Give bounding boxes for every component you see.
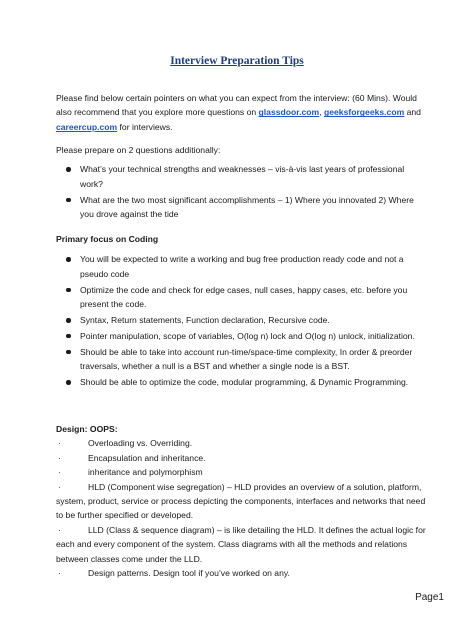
design-item-text: Encapsulation and inheritance. [88,452,206,463]
list-item: What’s your technical strengths and weaknesses – vis-à-vis last years of professional work? [56,162,428,191]
design-item-text: HLD (Component wise segregation) – HLD provides an overview of a solution, platform, system, product, service or process depicting the components, interfaces and networks that need to be further specified or developed. [56,481,426,521]
dot-marker: · [58,452,61,463]
dot-marker: · [58,568,61,579]
coding-list [56,252,428,389]
dot-marker: · [58,467,61,478]
dot-marker: · [58,481,61,492]
intro-end: for interviews. [117,121,173,132]
list-item [56,523,428,566]
prepare-text: Please prepare on 2 questions additionally: [56,145,221,155]
prepare-list [56,162,428,221]
coding-section [56,232,428,391]
intro-text: Please find below certain pointers on what you can expect from the interview: (60 Mins). Would also recommend that you explore more questions on [56,93,417,118]
page-title: Interview Preparation Tips [170,55,304,67]
list-item: Should be able to optimize the code, modular programming, & Dynamic Programming. [56,375,428,389]
dot-marker: · [58,438,61,449]
list-item: Optimize the code and check for edge cases, null cases, happy cases, etc. before you present the code. [56,283,428,312]
list-item: What are the two most significant accomplishments – 1) Where you innovated 2) Where you drove against the tide [56,193,428,222]
dot-marker: · [58,524,61,535]
design-item-text: Overloading vs. Overriding. [88,438,193,449]
list-item [56,566,428,580]
design-item-text: LLD (Class & sequence diagram) – is like detailing the HLD. It defines the actual logic for each and every component of the system. Class diagrams with all the methods and relations between classes come under the LLD. [56,524,426,564]
list-item: Pointer manipulation, scope of variables, O(log n) lock and O(log n) unlock, initialization. [56,329,428,343]
careercup-link[interactable]: careercup.com [56,121,118,132]
intro-separator: , [319,107,324,118]
page-number: Page1 [415,592,444,603]
intro-paragraph [56,91,428,134]
design-list [56,436,428,580]
intro-and: and [404,107,421,118]
design-item-text: Design patterns. Design tool if you’ve worked on any. [88,568,290,579]
list-item: Should be able to take into account run-time/space-time complexity, In order & preorder traversals, whether a null is a BST and whether a single node is a BST. [56,345,428,374]
list-item [56,480,428,523]
glassdoor-link[interactable]: glassdoor.com [258,107,320,118]
list-item [56,451,428,465]
prepare-section [56,143,428,223]
list-item: You will be expected to write a working and bug free production ready code and not a pseudo code [56,252,428,281]
list-item: Syntax, Return statements, Function declaration, Recursive code. [56,313,428,327]
coding-heading: Primary focus on Coding [56,234,159,244]
design-section [56,422,428,580]
list-item [56,436,428,450]
design-heading: Design: OOPS: [56,424,118,434]
geeksforgeeks-link[interactable]: geeksforgeeks.com [323,107,405,118]
design-item-text: inheritance and polymorphism [88,467,203,478]
list-item [56,465,428,479]
